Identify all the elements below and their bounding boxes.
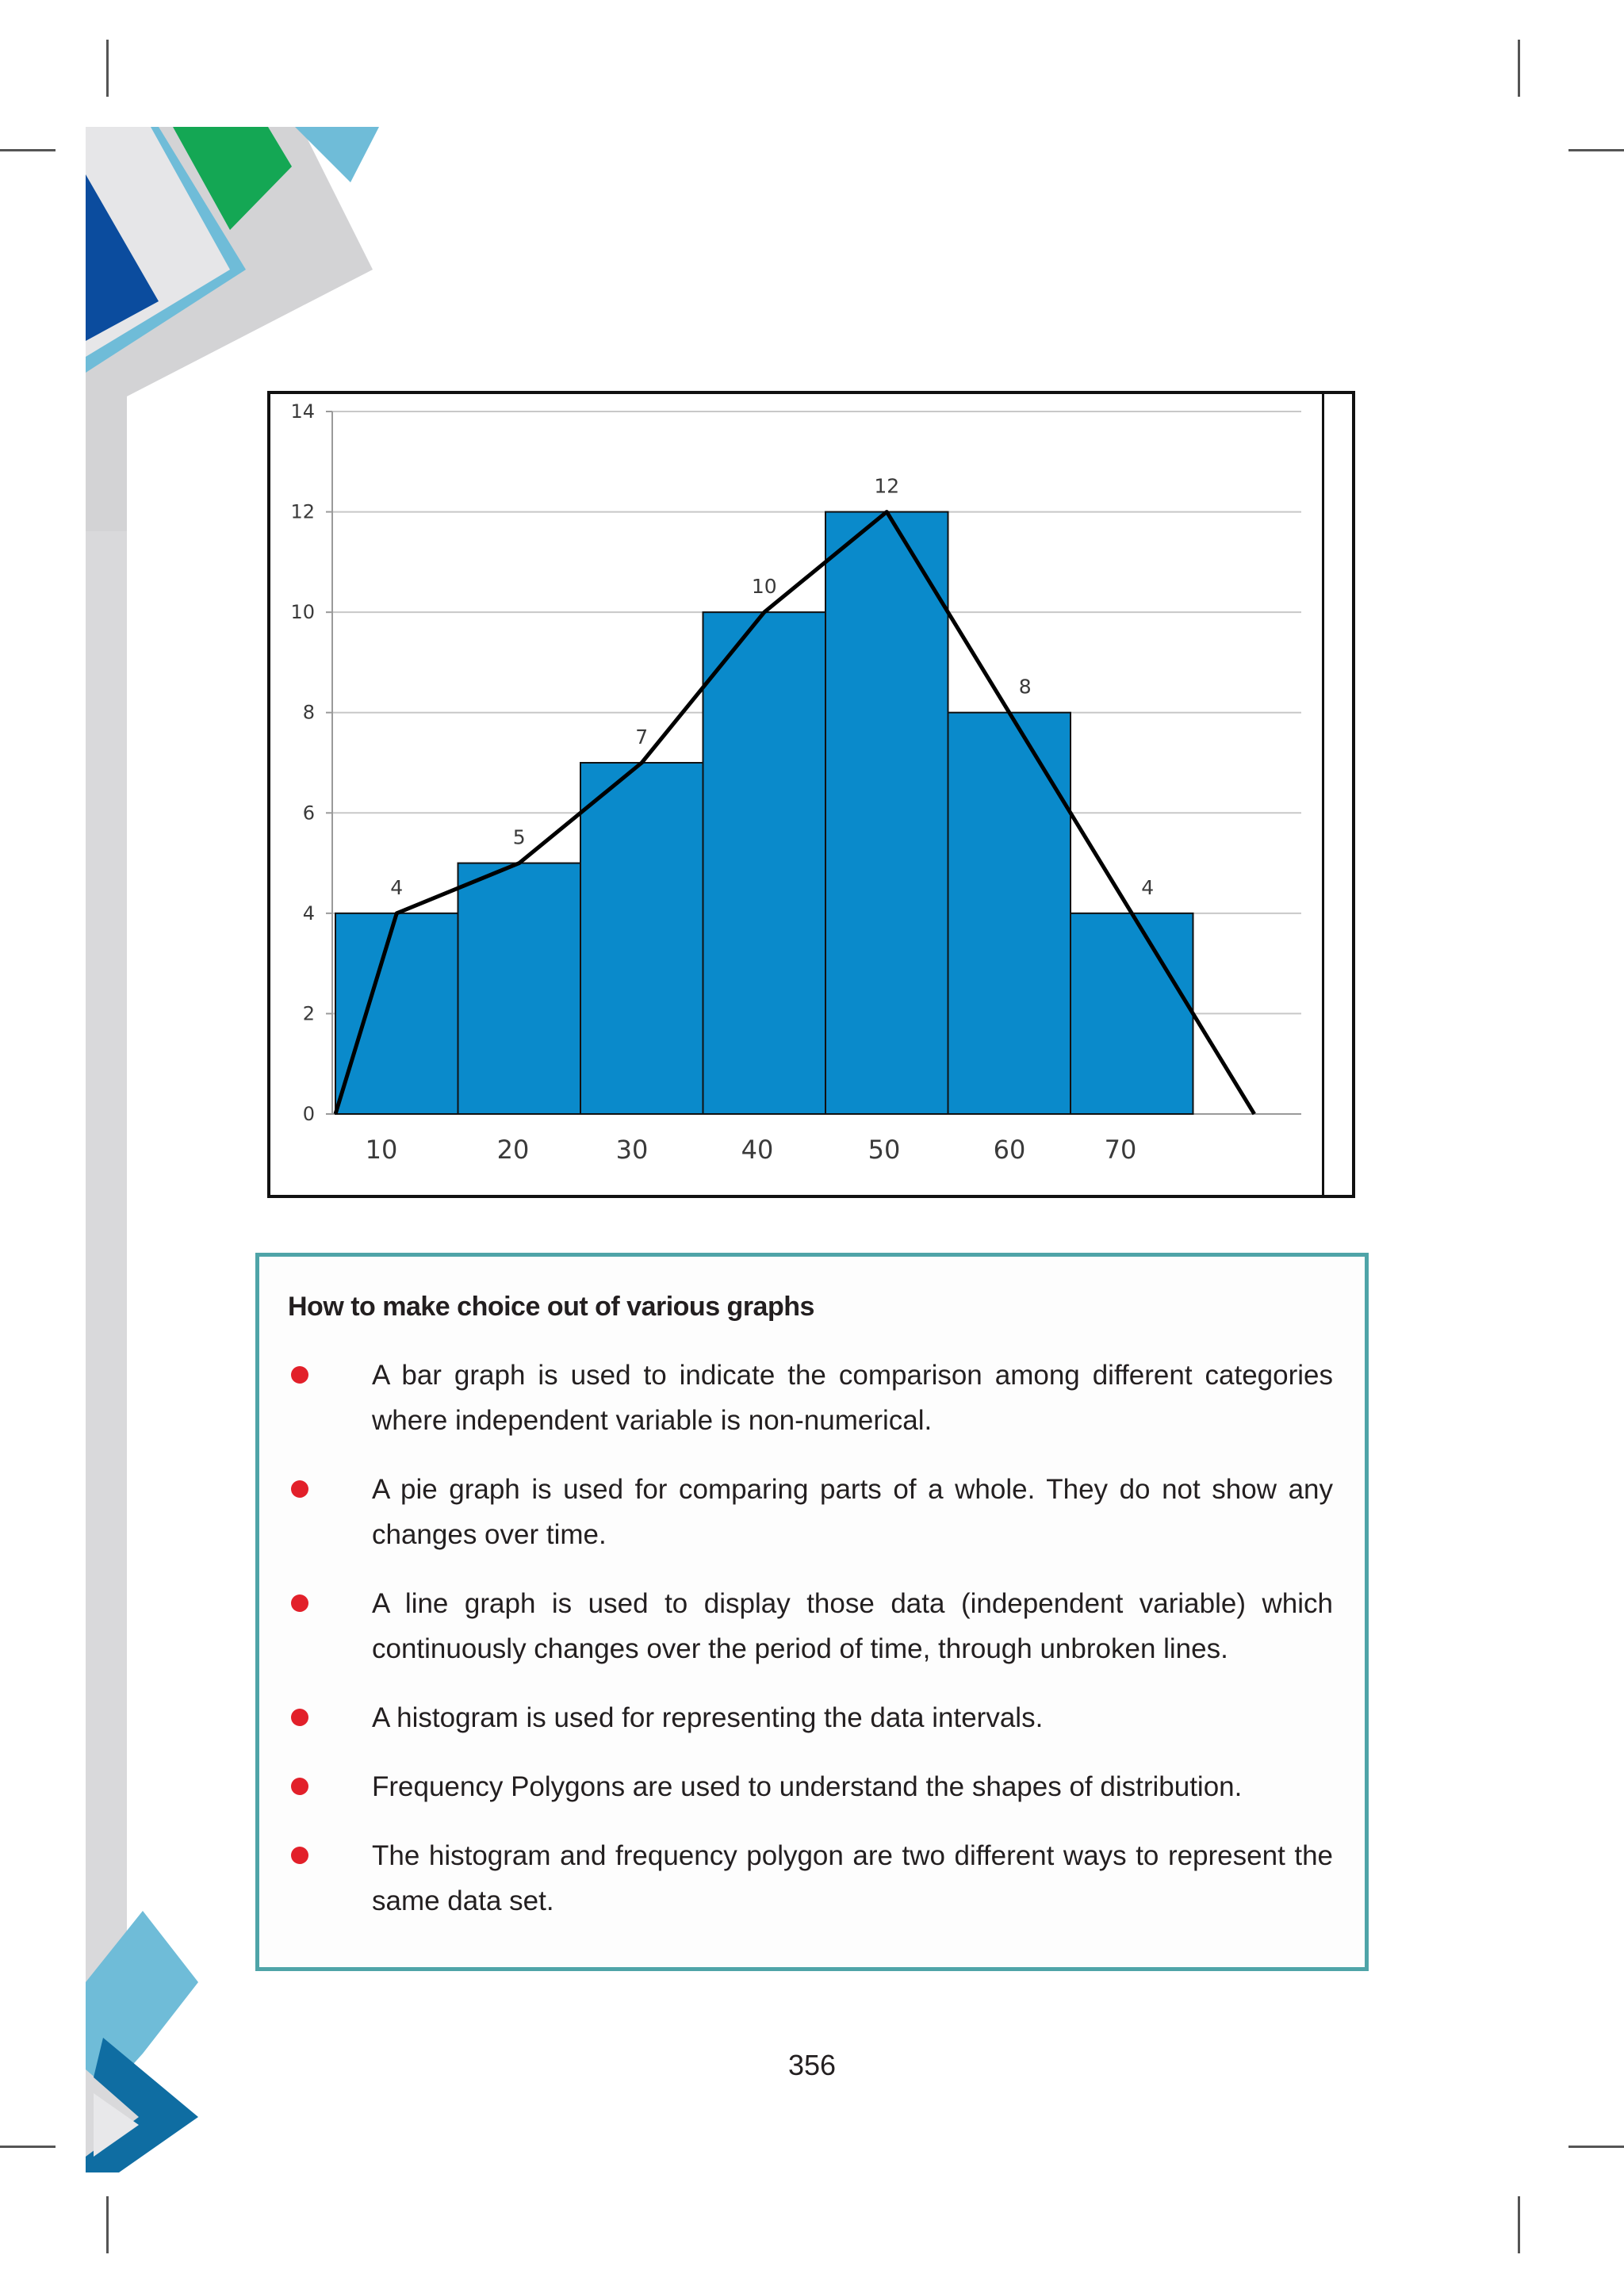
page-number: 356 bbox=[787, 2049, 837, 2081]
histogram-chart bbox=[267, 391, 1355, 1198]
crop-mark bbox=[1568, 149, 1624, 151]
y-tick-label: 4 bbox=[302, 902, 315, 924]
side-band bbox=[86, 349, 127, 2157]
corner-decoration-bottom bbox=[0, 1887, 238, 2172]
list-item-text: A line graph is used to display those data (independent variable) which continuously changes over the period of time, through unbroken lines. bbox=[372, 1588, 1333, 1664]
histogram-bar bbox=[825, 512, 948, 1114]
data-label: 8 bbox=[1018, 675, 1032, 699]
list-item bbox=[288, 1764, 1333, 1809]
data-label: 12 bbox=[874, 474, 900, 498]
y-tick-label: 0 bbox=[302, 1103, 315, 1125]
list-item-text: A histogram is used for representing the data intervals. bbox=[372, 1702, 1044, 1733]
x-tick-label: 60 bbox=[993, 1135, 1026, 1165]
histogram-bar bbox=[335, 913, 458, 1114]
list-item-text: A pie graph is used for comparing parts of a whole. They do not show any changes over time. bbox=[372, 1474, 1333, 1550]
y-tick-label: 6 bbox=[302, 802, 315, 825]
crop-mark bbox=[1568, 2146, 1624, 2148]
histogram-bar bbox=[1071, 913, 1193, 1114]
bullet-dot bbox=[291, 1778, 308, 1795]
bullet-dot bbox=[291, 1366, 308, 1384]
x-tick-label: 50 bbox=[868, 1135, 901, 1165]
x-tick-label: 70 bbox=[1104, 1135, 1137, 1165]
list-item bbox=[288, 1695, 1333, 1740]
bullet-dot bbox=[291, 1847, 308, 1864]
crop-mark bbox=[1518, 40, 1520, 97]
list-item-text: A bar graph is used to indicate the comparison among different categories where independent variable is non-numerical. bbox=[372, 1360, 1333, 1436]
info-box-heading: How to make choice out of various graphs bbox=[288, 1292, 814, 1322]
crop-mark bbox=[106, 40, 109, 97]
chart-side-strip bbox=[1322, 394, 1352, 1195]
list-item-text: Frequency Polygons are used to understand the shapes of distribution. bbox=[372, 1771, 1243, 1802]
crop-mark bbox=[1518, 2196, 1520, 2253]
y-tick-label: 2 bbox=[302, 1002, 315, 1025]
y-tick-label: 10 bbox=[290, 601, 315, 624]
list-item bbox=[288, 1581, 1333, 1671]
x-tick-label: 10 bbox=[365, 1135, 398, 1165]
bullet-dot bbox=[291, 1709, 308, 1726]
bullet-dot bbox=[291, 1594, 308, 1612]
y-tick-label: 8 bbox=[302, 701, 315, 724]
histogram-bar bbox=[703, 612, 826, 1114]
data-label: 7 bbox=[635, 725, 649, 748]
x-tick-label: 40 bbox=[741, 1135, 774, 1165]
data-label: 5 bbox=[512, 825, 526, 849]
list-item bbox=[288, 1467, 1333, 1557]
data-label: 4 bbox=[1141, 875, 1155, 899]
list-item-text: The histogram and frequency polygon are two different ways to represent the same data set. bbox=[372, 1840, 1333, 1916]
y-tick-label: 14 bbox=[290, 400, 315, 423]
x-tick-label: 20 bbox=[496, 1135, 530, 1165]
list-item bbox=[288, 1353, 1333, 1443]
histogram-bar bbox=[458, 863, 581, 1114]
histogram-bar bbox=[580, 763, 703, 1114]
x-tick-label: 30 bbox=[615, 1135, 649, 1165]
bullet-dot bbox=[291, 1480, 308, 1498]
chart-canvas bbox=[270, 394, 1352, 1195]
data-label: 4 bbox=[390, 875, 404, 899]
list-item bbox=[288, 1833, 1333, 1924]
data-label: 10 bbox=[751, 575, 777, 599]
bullet-list bbox=[288, 1353, 1333, 1924]
y-tick-label: 12 bbox=[290, 500, 315, 523]
graph-choice-box bbox=[255, 1253, 1369, 1971]
crop-mark bbox=[106, 2196, 109, 2253]
histogram-bar bbox=[948, 713, 1071, 1114]
